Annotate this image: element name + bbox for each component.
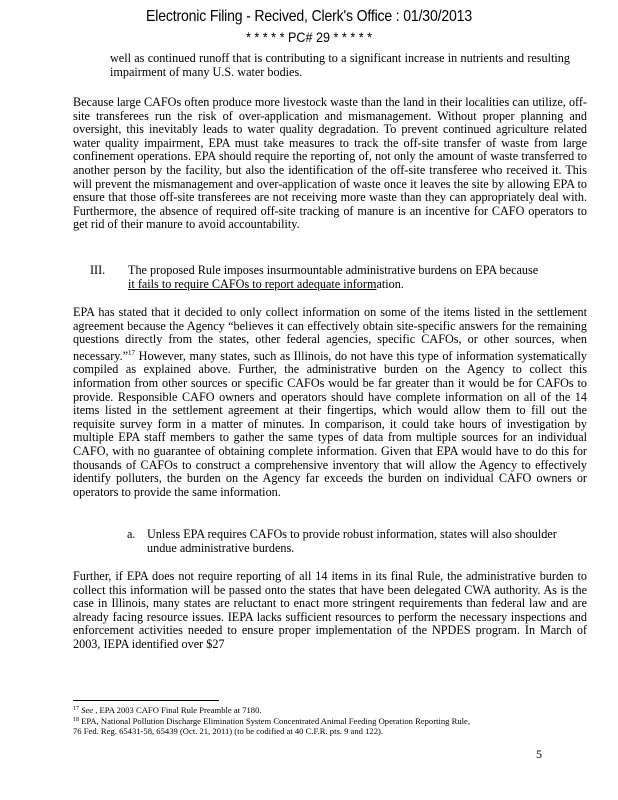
footnote-17-text: , EPA 2003 CAFO Final Rule Preamble at 7180. (93, 705, 262, 715)
footnote-17-number: 17 (73, 706, 79, 712)
footnote-17-see: See (81, 705, 94, 715)
footnote-divider (73, 700, 219, 701)
administrative-burden-paragraph (73, 306, 587, 499)
subheading-text: Unless EPA requires CAFOs to provide robust information, states will also shoulder undue administrative burdens. (147, 527, 557, 555)
footnote-18-line1: EPA, National Pollution Discharge Elimination System Concentrated Animal Feeding Operation Reporting Rule, (81, 716, 470, 726)
burden-text-rest: However, many states, such as Illinois, do not have this type of information systematically compiled as explained above. Further, the administrative burden on the Agency to collect this information from other sources or specific CAFOs would be far greater than it would be for CAFOs to provide. Responsible CAFO owners and operators should have complete information on all of the 14 items listed in the settlement agreement at their fingertips, which would allow them to fill out the requisite survey form in a matter of minutes. In comparison, it could take hours of investigation by multiple EPA staff members to gather the same types of data from multiple sources for an individual CAFO, with no guarantee of obtaining complete information. Given that EPA would have to do this for thousands of CAFOs to construct a comprehensive inventory that will allow the Agency to effectively identify polluters, the burden on the Agency far exceeds the burden on individual CAFO owners or operators to provide the same information. (73, 348, 587, 499)
section-title-underlined: it fails to require CAFOs to report adequate inform (128, 277, 377, 291)
section-number: III. (90, 263, 106, 277)
section-title (128, 263, 588, 291)
offsite-transfer-paragraph: Because large CAFOs often produce more livestock waste than the land in their localities can utilize, off-site transferees run the risk of over-application and mismanagement. Without proper planning and oversight, this inevitably leads to water quality degradation. To prevent continued agriculture related water quality impairment, EPA must take measures to track the off-site transfer of waste from large confinement operations. EPA should require the reporting of, not only the amount of waste transferred to another person by the facility, but also the identification of the off-site transferee who received it. This will prevent the mismanagement and over-application of waste once it leaves the site by allowing EPA to ensure that those off-site transferees are not receiving more waste than they can appropriately deal with. Furthermore, the absence of required off-site tracking of manure is an incentive for CAFO operators to get rid of their manure to avoid accountability. (73, 95, 587, 232)
states-burden-paragraph: Further, if EPA does not require reporting of all 14 items in its final Rule, the administrative burden to collect this information will be passed onto the states that have been delegated CWA authority. As is the case in Illinois, many states are reluctant to enact more stringent requirements than federal law and are already facing resource issues. IEPA lacks sufficient resources to perform the necessary inspections and enforcement activities needed to ensure proper implementation of the NPDES program. In March of 2003, IEPA identified over $27 (73, 569, 587, 651)
footnote-18-continued: 76 Fed. Reg. 65431-58, 65439 (Oct. 21, 2011) (to be codified at 40 C.F.R. pts. 9 and 122). (73, 726, 384, 736)
section-title-line1: The proposed Rule imposes insurmountable administrative burdens on EPA because (128, 263, 539, 277)
page-number: 5 (536, 747, 542, 761)
footnote-ref-17[interactable]: 17 (128, 348, 136, 357)
subheading-label: a. (127, 527, 136, 541)
public-comment-number: * * * * * PC# 29 * * * * * (245, 29, 373, 45)
burden-text-start: EPA has stated that it decided to only collect information on some of the items listed in the settlement agreement because the Agency “believes it can effectively obtain site-specific answers for the remaining questions directly from the states, other federal agencies, specific CAFOs, or other sources, when necessary.” (73, 305, 587, 363)
continuation-paragraph: well as continued runoff that is contributing to a significant increase in nutrients and resulting impairment of many U.S. water bodies. (110, 51, 570, 79)
section-title-end: ation. (376, 277, 404, 291)
footnote-18-number: 18 (73, 717, 79, 723)
filing-stamp-header: Electronic Filing - Recived, Clerk's Office : 01/30/2013 (146, 8, 472, 25)
